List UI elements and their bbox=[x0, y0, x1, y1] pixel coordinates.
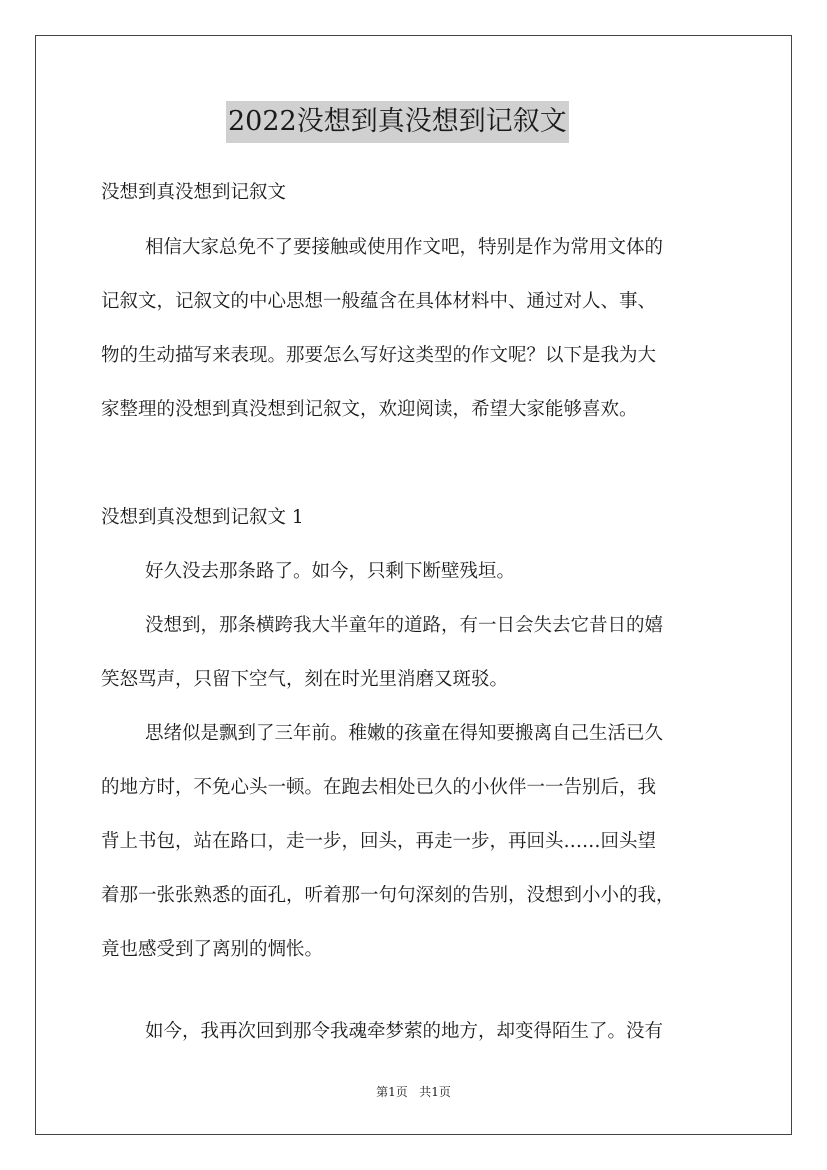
section-heading: 没想到真没想到记叙文 1 bbox=[101, 507, 304, 528]
body-line-1: 好久没去那条路了。如今，只剩下断壁残垣。 bbox=[145, 561, 516, 582]
intro-line-1: 相信大家总免不了要接触或使用作文吧，特别是作为常用文体的 bbox=[145, 237, 664, 258]
document-title: 2022没想到真没想到记叙文 bbox=[226, 101, 569, 143]
body-line-8: 竟也感受到了离别的惆怅。 bbox=[101, 939, 324, 960]
body-line-7: 着那一张张熟悉的面孔，听着那一句句深刻的告别，没想到小小的我， bbox=[101, 885, 675, 906]
body-line-9: 如今，我再次回到那令我魂牵梦萦的地方，却变得陌生了。没有 bbox=[145, 1021, 664, 1042]
intro-line-4: 家整理的没想到真没想到记叙文，欢迎阅读，希望大家能够喜欢。 bbox=[101, 399, 638, 420]
intro-line-2: 记叙文，记叙文的中心思想一般蕴含在具体材料中、通过对人、事、 bbox=[101, 291, 657, 312]
body-line-5: 的地方时，不免心头一顿。在跑去相处已久的小伙伴一一告别后，我 bbox=[101, 777, 657, 798]
intro-line-3: 物的生动描写来表现。那要怎么写好这类型的作文呢？以下是我为大 bbox=[101, 345, 657, 366]
body-line-4: 思绪似是飘到了三年前。稚嫩的孩童在得知要搬离自己生活已久 bbox=[145, 723, 664, 744]
body-line-2: 没想到，那条横跨我大半童年的道路，有一日会失去它昔日的嬉 bbox=[145, 615, 664, 636]
body-line-3: 笑怒骂声，只留下空气，刻在时光里消磨又斑驳。 bbox=[101, 669, 509, 690]
body-line-6: 背上书包，站在路口，走一步，回头，再走一步，再回头……回头望 bbox=[101, 831, 657, 852]
page-total: 共1页 bbox=[419, 1085, 451, 1099]
page-footer bbox=[0, 1082, 827, 1102]
document-subtitle: 没想到真没想到记叙文 bbox=[101, 182, 287, 203]
page-number: 第1页 bbox=[376, 1085, 408, 1099]
